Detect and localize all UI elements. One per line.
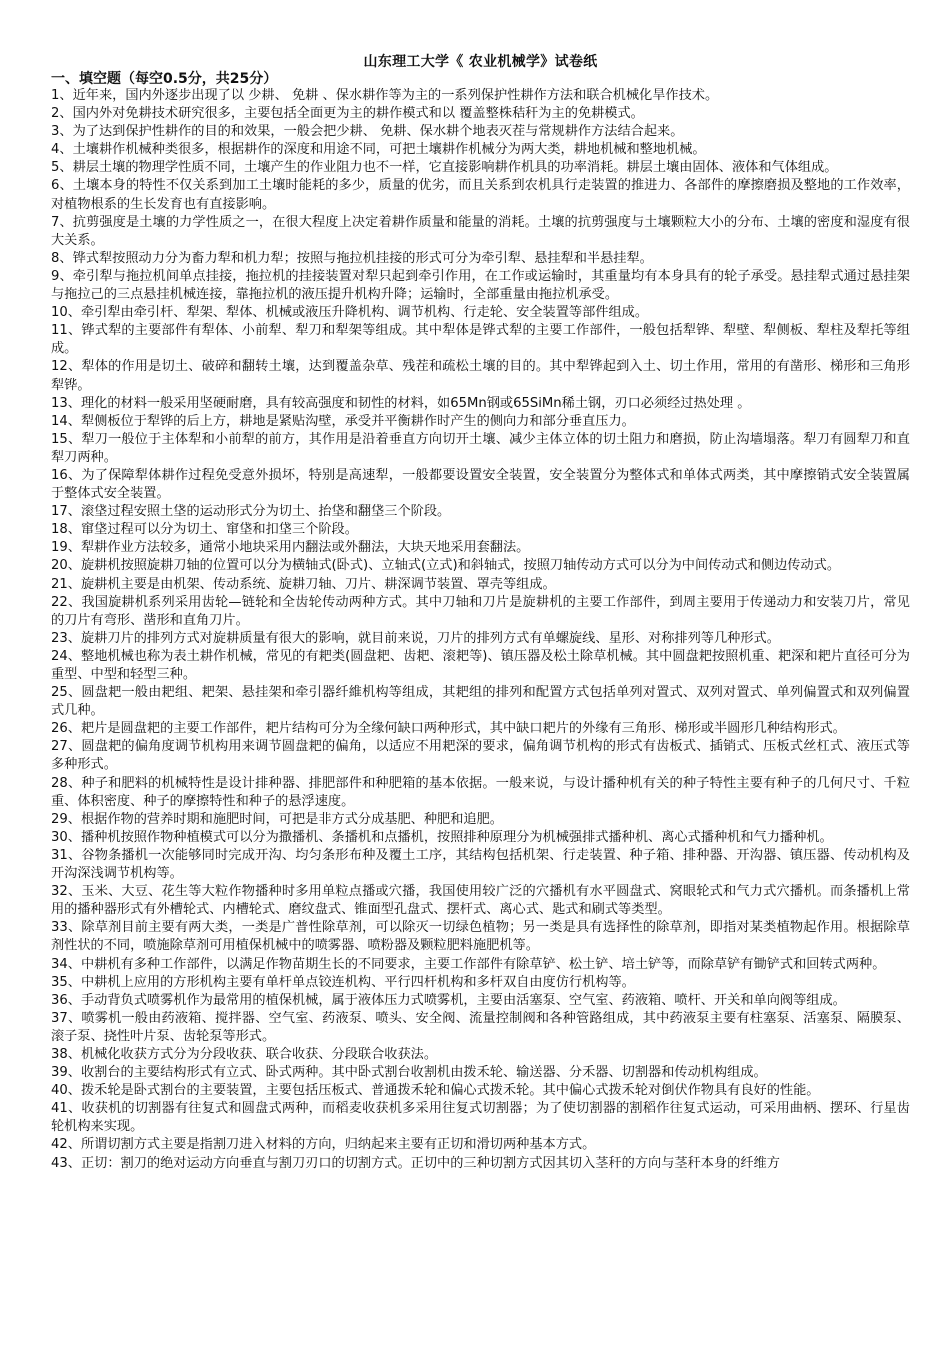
question-item: 32、玉米、大豆、花生等大粒作物播种时多用单粒点播或穴播，我国使用较广泛的穴播机有水平圆盘式、窝眼轮式和气力式穴播机。而条播机上常用的播种器形式有外槽轮式、内槽轮式、磨纹盘式、锥面型孔盘式、摆杆式、离心式、匙式和刷式等类型。 (51, 884, 910, 918)
question-item: 21、旋耕机主要是由机架、传动系统、旋耕刀轴、刀片、耕深调节装置、罩壳等组成。 (51, 576, 556, 592)
question-item: 26、耙片是圆盘耙的主要工作部件，耙片结构可分为全缘何缺口两种形式，其中缺口耙片的外缘有三角形、梯形或半圆形几种结构形式。 (51, 721, 846, 737)
question-item: 27、圆盘耙的偏角度调节机构用来调节圆盘耙的偏角，以适应不用耙深的要求，偏角调节机构的形式有齿板式、插销式、压板式丝杠式、液压式等多种形式。 (51, 739, 910, 773)
question-item: 28、种子和肥料的机械特性是设计排种器、排肥部件和种肥箱的基本依据。一般来说，与设计播种机有关的种子特性主要有种子的几何尺寸、千粒重、体积密度、种子的摩擦特性和种子的悬浮速度。 (51, 775, 910, 809)
question-item: 13、理化的材料一般采用坚硬耐磨，具有较高强度和韧性的材料，如65Mn钢或65SiMn稀土钢，刃口必须经过热处理 。 (51, 395, 751, 411)
question-item: 38、机械化收获方式分为分段收获、联合收获、分段联合收获法。 (51, 1046, 438, 1062)
section-heading: 一、填空题（每空0.5分，共25分） (51, 71, 278, 87)
question-item: 18、窜垡过程可以分为切土、窜垡和扣垡三个阶段。 (51, 522, 358, 538)
question-item: 39、收割台的主要结构形式有立式、卧式两种。其中卧式割台收割机由拨禾轮、输送器、分禾器、切割器和传动机构组成。 (51, 1065, 767, 1081)
question-item: 17、滚垡过程安照土垡的运动形式分为切土、抬垡和翻垡三个阶段。 (51, 504, 451, 520)
document-title: 山东理工大学《 农业机械学》试卷纸 (363, 54, 598, 70)
question-item: 25、圆盘耙一般由耙组、耙架、悬挂架和牵引器纤維机构等组成，其耙组的排列和配置方式包括单列对置式、双列对置式、单列偏置式和双列偏置式几种。 (51, 685, 910, 719)
question-item: 11、铧式犁的主要部件有犁体、小前犁、犁刀和犁架等组成。其中犁体是铧式犁的主要工作部件，一般包括犁铧、犁壁、犁侧板、犁柱及犁托等组成。 (51, 323, 910, 357)
question-item: 37、喷雾机一般由药液箱、搅拌器、空气室、药液泵、喷头、安全阀、流量控制阀和各种管路组成，其中药液泵主要有柱塞泵、活塞泵、隔膜泵、滚子泵、挠性叶片泵、齿轮泵等形式。 (51, 1010, 910, 1044)
question-item: 22、我国旋耕机系列采用齿轮—链轮和全齿轮传动两种方式。其中刀轴和刀片是旋耕机的主要工作部件，到周主要用于传递动力和安装刀片，常见的刀片有弯形、凿形和直角刀片。 (51, 594, 910, 628)
question-item: 2、国内外对免耕技术研究很多，主要包括全面更为主的耕作模式和以 覆盖整株秸秆为主的免耕模式。 (51, 106, 644, 122)
question-list (51, 87, 910, 1173)
question-item: 14、犁侧板位于犁铧的后上方，耕地是紧贴沟壁，承受并平衡耕作时产生的侧向力和部分垂直压力。 (51, 413, 635, 429)
question-item: 20、旋耕机按照旋耕刀轴的位置可以分为横轴式(卧式)、立轴式(立式)和斜轴式，按照刀轴传动方式可以分为中间传动式和侧边传动式。 (51, 558, 841, 574)
question-item: 34、中耕机有多种工作部件，以满足作物苗期生长的不同要求，主要工作部件有除草铲、松土铲、培土铲等，而除草铲有锄铲式和回转式两种。 (51, 956, 886, 972)
question-item: 23、旋耕刀片的排列方式对旋耕质量有很大的影响，就目前来说，刀片的排列方式有单螺旋线、星形、对称排列等几种形式。 (51, 630, 780, 646)
question-item: 35、中耕机上应用的方形机构主要有单杆单点铰连机构、平行四杆机构和多杆双自由度仿行机构等。 (51, 974, 635, 990)
question-item: 42、所谓切割方式主要是指割刀进入材料的方向，归纳起来主要有正切和滑切两种基本方式。 (51, 1137, 596, 1153)
question-item: 10、牵引犁由牵引杆、犁架、犁体、机械或液压升降机构、调节机构、行走轮、安全装置等部件组成。 (51, 305, 649, 321)
question-item: 40、拨禾轮是卧式割台的主要装置，主要包括压板式、普通拨禾轮和偏心式拨禾轮。其中偏心式拨禾轮对倒伏作物具有良好的性能。 (51, 1083, 820, 1099)
question-item: 33、除草剂目前主要有两大类，一类是广普性除草剂，可以除灭一切绿色植物；另一类是具有选择性的除草剂，即指对某类植物起作用。根据除草剂性状的不同，喷施除草剂可用植保机械中的喷雾器、喷粉器及颗粒肥料施肥机等。 (51, 920, 910, 954)
question-item: 43、正切：割刀的绝对运动方向垂直与割刀刃口的切割方式。正切中的三种切割方式因其切入茎秆的方向与茎秆本身的纤维方 (51, 1155, 780, 1171)
question-item: 5、耕层土壤的物理学性质不同，土壤产生的作业阻力也不一样，它直接影响耕作机具的功率消耗。耕层土壤由固体、液体和气体组成。 (51, 160, 838, 176)
question-item: 8、铧式犁按照动力分为畜力犁和机力犁；按照与拖拉机挂接的形式可分为牵引犁、悬挂犁和半悬挂犁。 (51, 250, 653, 266)
question-item: 29、根据作物的营养时期和施肥时间，可把是非方式分成基肥、种肥和追肥。 (51, 811, 503, 827)
question-item: 15、犁刀一般位于主体犁和小前犁的前方，其作用是沿着垂直方向切开土壤、减少主体立体的切土阻力和磨损，防止沟墙塌落。犁刀有圆犁刀和直犁刀两种。 (51, 431, 910, 465)
question-item: 1、近年来，国内外逐步出现了以 少耕、 免耕 、保水耕作等为主的一系列保护性耕作方法和联合机械化旱作技术。 (51, 88, 719, 103)
question-item: 36、手动背负式喷雾机作为最常用的植保机械，属于液体压力式喷雾机，主要由活塞泵、空气室、药液箱、喷杆、开关和单向阀等组成。 (51, 992, 846, 1008)
question-item: 31、谷物条播机一次能够同时完成开沟、均匀条形布种及覆土工序，其结构包括机架、行走装置、种子箱、排种器、开沟器、镇压器、传动机构及开沟深浅调节机构等。 (51, 847, 910, 882)
question-item: 9、牵引犁与拖拉机间单点挂接，拖拉机的挂接装置对犁只起到牵引作用，在工作或运输时，其重量均有本身具有的轮子承受。悬挂犁式通过悬挂架与拖拉己的三点悬挂机械连接，靠拖拉机的液压提升机构升降；运输时，全部重量由拖拉机承受。 (51, 268, 910, 303)
question-item: 4、土壤耕作机械种类很多，根据耕作的深度和用途不同，可把土壤耕作机械分为两大类，耕地机械和整地机械。 (51, 142, 706, 158)
question-item: 7、抗剪强度是土壤的力学性质之一，在很大程度上决定着耕作质量和能量的消耗。土壤的抗剪强度与土壤颗粒大小的分布、土壤的密度和湿度有很大关系。 (51, 214, 910, 248)
question-item: 12、犁体的作用是切土、破碎和翻转土壤，达到覆盖杂草、残茬和疏松土壤的目的。其中犁铧起到入土、切土作用，常用的有凿形、梯形和三角形犁铧。 (51, 359, 910, 393)
question-item: 16、为了保障犁体耕作过程免受意外损坏，特别是高速犁，一般都要设置安全装置，安全装置分为整体式和单体式两类，其中摩擦销式安全装置属于整体式安全装置。 (51, 467, 910, 502)
question-item: 30、播种机按照作物种植模式可以分为撒播机、条播机和点播机，按照排种原理分为机械强排式播种机、离心式播种机和气力播种机。 (51, 829, 833, 845)
question-item: 3、为了达到保护性耕作的目的和效果，一般会把少耕、 免耕、保水耕个地表灭茬与常规耕作方法结合起来。 (51, 124, 684, 140)
question-item: 24、整地机械也称为表土耕作机械，常见的有耙类(圆盘耙、齿耙、滚耙等)、镇压器及松土除草机械。其中圆盘耙按照机重、耙深和耙片直径可分为重型、中型和轻型三种。 (51, 648, 910, 682)
question-item: 6、土壤本身的特性不仅关系到加工土壤时能耗的多少，质量的优劣，而且关系到农机具行走装置的推进力、各部件的摩擦磨损及整地的工作效率，对植物根系的生长发育也有直接影响。 (51, 178, 910, 212)
question-item: 41、收获机的切割器有往复式和圆盘式两种，而稻麦收获机多采用往复式切割器；为了使切割器的割稻作往复式运动，可采用曲柄、摆环、行星齿轮机构来实现。 (51, 1101, 910, 1135)
question-item: 19、犁耕作业方法较多，通常小地块采用内翻法或外翻法，大块天地采用套翻法。 (51, 540, 530, 556)
